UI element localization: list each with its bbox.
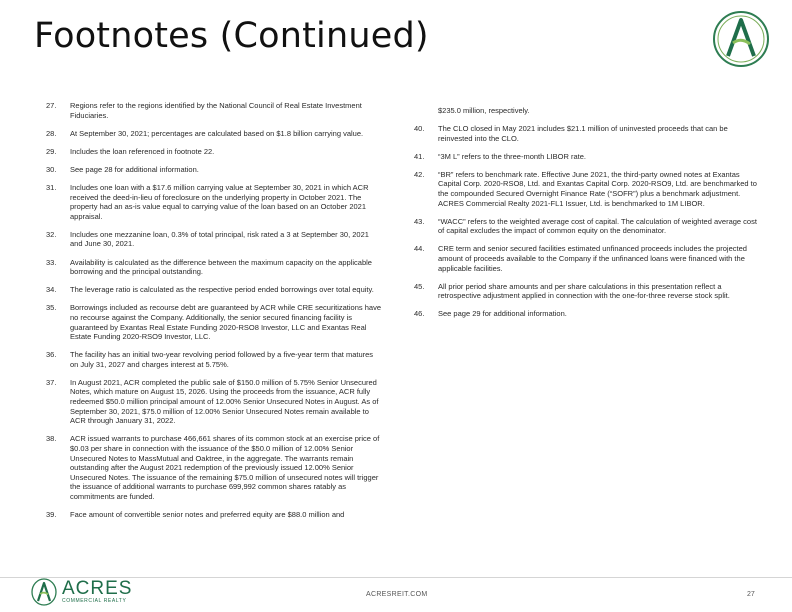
footnote-number: 37.: [46, 377, 57, 387]
footnote-item: [46, 350, 382, 369]
footnote-item: [414, 217, 758, 236]
footnote-item: [414, 309, 758, 319]
footnote-text: Face amount of convertible senior notes and preferred equity are $88.0 million and: [70, 510, 345, 519]
footnote-number: 44.: [414, 244, 425, 254]
footnote-item: [414, 124, 758, 143]
footnote-number: 43.: [414, 216, 425, 226]
footnote-number: 38.: [46, 434, 57, 444]
footnote-number: 36.: [46, 350, 57, 360]
footnote-text: The leverage ratio is calculated as the respective period ended borrowings over total equity.: [70, 285, 374, 295]
acres-footer-logo-icon: [30, 577, 58, 607]
footnote-number: 27.: [46, 101, 57, 110]
footnote-item: [46, 510, 382, 520]
footnote-item: [414, 170, 758, 208]
footnote-text: “BR” refers to benchmark rate. Effective June 2021, the third-party owned notes at Exantas Capital Corp. 2020-RSO8, Ltd. and Exantas Capital Corp. 2020-RSO9, Ltd. are benchmarked to the compounded Secured Overnight Finance Rate (“SOFR”) plus a benchmark adjustment. ACRES Commercial Realty 2021-FL1 Issuer, Ltd. is benchmarked to 1M LIBOR.: [438, 169, 757, 208]
acres-logo-icon: [706, 8, 776, 70]
footnote-text: ACR issued warrants to purchase 466,661 shares of its common stock at an exercise price of $0.03 per share in connection with the issuance of the $50.0 million of 12.00% Senior Unsecured Notes to MassMutual and Oaktree, in the aggregate. The warrants remain outstanding after the August 2021 redemption of the previously issued 12.00% Senior Unsecured Notes. The issuance of the remaining $75.0 million of unsecured notes will trigger the issuance of additional warrants to purchase 699,992 common shares ratably as commitments are funded.: [70, 434, 380, 501]
footnote-text: See page 29 for additional information.: [438, 309, 567, 319]
footnote-text: Includes one loan with a $17.6 million carrying value at September 30, 2021 in which ACR received the deed-in-lieu of foreclosure on the underlying property in October 2021. The property had an as-is value equal to carrying value of the loan based on an October 2021 appraisal.: [70, 182, 369, 221]
footnote-number: 40.: [414, 124, 425, 134]
footnote-item: [46, 165, 382, 175]
footnote-number: 33.: [46, 257, 57, 267]
footnote-continuation: $235.0 million, respectively.: [438, 106, 530, 115]
footnote-number: 29.: [46, 146, 57, 156]
footnote-text: Includes one mezzanine loan, 0.3% of total principal, risk rated a 3 at September 30, 2021 and June 30, 2021.: [70, 229, 369, 249]
footnote-text: The CLO closed in May 2021 includes $21.1 million of uninvested proceeds that can be reinvested into the CLO.: [438, 124, 728, 143]
footnote-number: 32.: [46, 229, 57, 239]
footnote-number: 41.: [414, 151, 425, 161]
footnote-item: [46, 129, 382, 139]
footnotes-right-column: [414, 106, 758, 328]
footnote-text: At September 30, 2021; percentages are calculated based on $1.8 billion carrying value.: [70, 128, 364, 138]
footnote-text: Availability is calculated as the difference between the maximum capacity on the applicable borrowing and the principal outstanding.: [70, 257, 372, 277]
footnote-text: The facility has an initial two-year revolving period followed by a five-year term that matures on July 31, 2027 and charges interest at 5.75%.: [70, 350, 374, 369]
page-number: 27: [747, 591, 755, 598]
footnote-text: Includes the loan referenced in footnote 22.: [70, 146, 215, 156]
footnote-text: See page 28 for additional information.: [70, 164, 199, 174]
footnote-number: 45.: [414, 281, 425, 291]
footnote-number: 31.: [46, 182, 57, 192]
footnote-number: 30.: [46, 164, 57, 174]
brand-name: ACRES: [62, 578, 133, 599]
footnote-number: 42.: [414, 169, 425, 179]
footnote-number: 39.: [46, 510, 57, 519]
page-title: Footnotes (Continued): [34, 16, 429, 56]
footnote-number: 35.: [46, 303, 57, 313]
footnote-item: [46, 147, 382, 157]
footnote-item: [46, 183, 382, 221]
footnote-item: [46, 434, 382, 501]
footnote-item: [46, 258, 382, 277]
footnote-item: [46, 230, 382, 249]
footnotes-left-column: [46, 101, 382, 528]
footer-website: ACRESREIT.COM: [366, 591, 428, 598]
footnote-text: In August 2021, ACR completed the public sale of $150.0 million of 5.75% Senior Unsecured Notes, which mature on August 15, 2026. Using the proceeds from the issuance, ACR fully redeemed $50.0 million principal amount of 12.00% Senior Unsecured Notes in August. As of September 30, 2021, $75.0 million of 12.00% Senior Unsecured Notes remain available to ACR through January 31, 2022.: [70, 377, 379, 426]
footnote-number: 34.: [46, 285, 57, 295]
footer-brand: [62, 579, 132, 605]
footnote-text: All prior period share amounts and per share calculations in this presentation reflect a retrospective adjustment applied in connection with the one-for-three reverse stock split.: [438, 281, 730, 301]
footnote-item: [46, 101, 382, 120]
footnote-text: CRE term and senior secured facilities estimated unfinanced proceeds includes the projected amount of proceeds available to the Company if the unfinanced loans were financed with the applicable facilities.: [438, 244, 747, 273]
footnote-text: Regions refer to the regions identified by the National Council of Real Estate Investment Fiduciaries.: [70, 101, 362, 120]
footnote-text: Borrowings included as recourse debt are guaranteed by ACR while CRE securitizations have no recourse against the Company. Additionally, the senior secured financing facility is guaranteed by Exantas Real Estate Funding 2020-RSO8 Investor, LLC and Exantas Real Estate Funding 2020-RSO9 Investor, LLC.: [70, 303, 381, 342]
footnote-item: [46, 378, 382, 426]
footnote-item: [414, 282, 758, 301]
footnote-item: [46, 285, 382, 295]
footnote-item: [414, 152, 758, 162]
brand-subtitle: COMMERCIAL REALTY: [62, 598, 127, 604]
footnote-text: “WACC” refers to the weighted average cost of capital. The calculation of weighted average cost of capital excludes the impact of common equity on the denominator.: [438, 216, 757, 236]
footnote-number: 28.: [46, 128, 57, 138]
footnote-text: “3M L” refers to the three-month LIBOR rate.: [438, 151, 586, 161]
footnote-item: [46, 303, 382, 341]
footnote-item: [414, 244, 758, 273]
footnote-number: 46.: [414, 309, 425, 319]
